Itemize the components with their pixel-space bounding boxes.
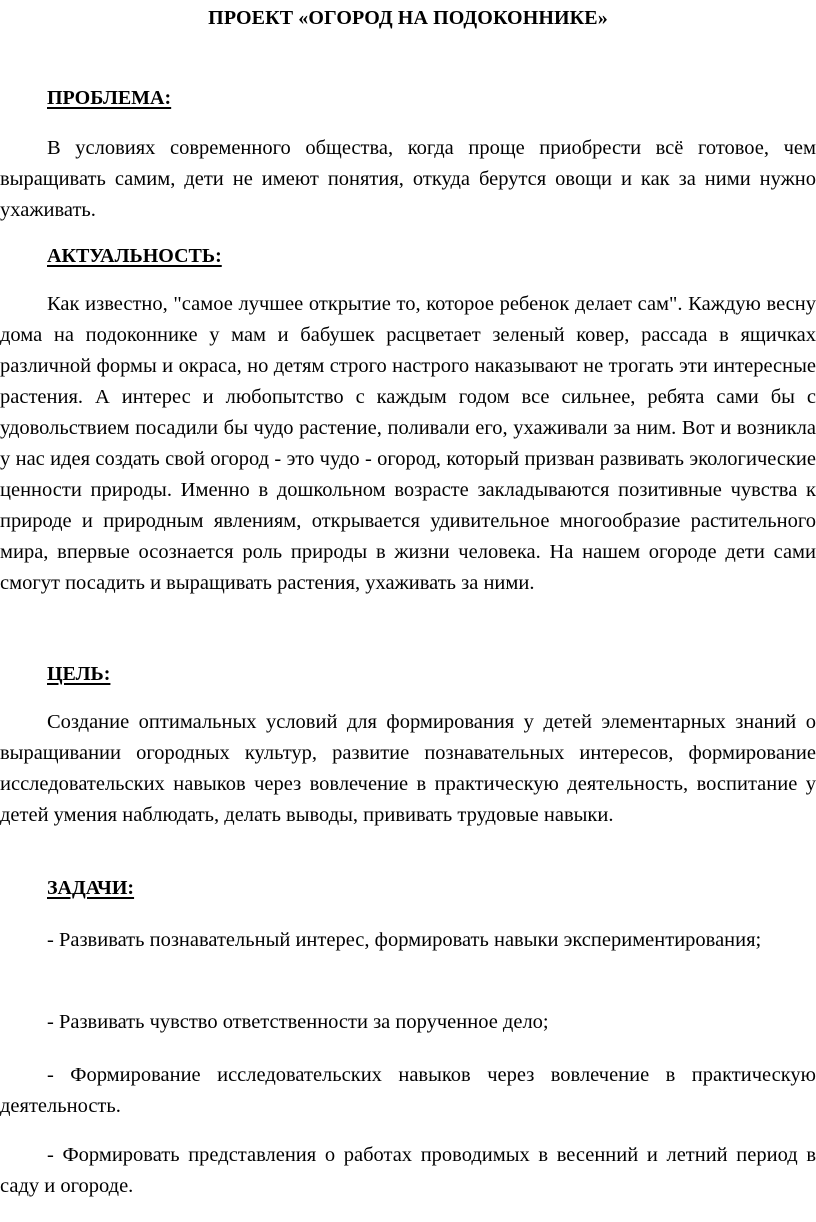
problem-heading: ПРОБЛЕМА: <box>47 87 172 109</box>
tasks-heading: ЗАДАЧИ: <box>47 877 135 899</box>
document-title: ПРОЕКТ «ОГОРОД НА ПОДОКОННИКЕ» <box>208 7 608 29</box>
relevance-heading: АКТУАЛЬНОСТЬ: <box>47 245 222 267</box>
goal-text: Создание оптимальных условий для формирования у детей элементарных знаний о выращивании огородных культур, развитие познавательных интересов, формирование исследовательских навыков через вовлечение в практическую деятельность, воспитание у детей умения наблюдать, делать выводы, прививать трудовые навыки. <box>0 711 816 826</box>
task-item: - Развивать познавательный интерес, формировать навыки экспериментирования; <box>47 929 762 951</box>
task-item: - Формировать представления о работах проводимых в весенний и летний период в саду и огороде. <box>0 1144 816 1197</box>
goal-heading: ЦЕЛЬ: <box>47 663 111 685</box>
problem-text: В условиях современного общества, когда проще приобрести всё готовое, чем выращивать самим, дети не имеют понятия, откуда берутся овощи и как за ними нужно ухаживать. <box>0 137 816 221</box>
relevance-text: Как известно, "самое лучшее открытие то, которое ребенок делает сам". Каждую весну дома на подоконнике у мам и бабушек расцветает зеленый ковер, рассада в ящичках различной формы и окраса, но детям строго настрого наказывают не трогать эти интересные растения. А интерес и любопытство с каждым годом все сильнее, ребята сами бы с удовольствием посадили бы чудо растение, поливали его, ухаживали за ним. Вот и возникла у нас идея создать свой огород - это чудо - огород, который призван развивать экологические ценности природы. Именно в дошкольном возрасте закладываются позитивные чувства к природе и природным явлениям, открывается удивительное многообразие растительного мира, впервые осознается роль природы в жизни человека. На нашем огороде дети сами смогут посадить и выращивать растения, ухаживать за ними. <box>0 293 816 594</box>
task-item: - Формирование исследовательских навыков через вовлечение в практическую деятельность. <box>0 1064 816 1117</box>
task-item: - Развивать чувство ответственности за порученное дело; <box>47 1011 549 1033</box>
